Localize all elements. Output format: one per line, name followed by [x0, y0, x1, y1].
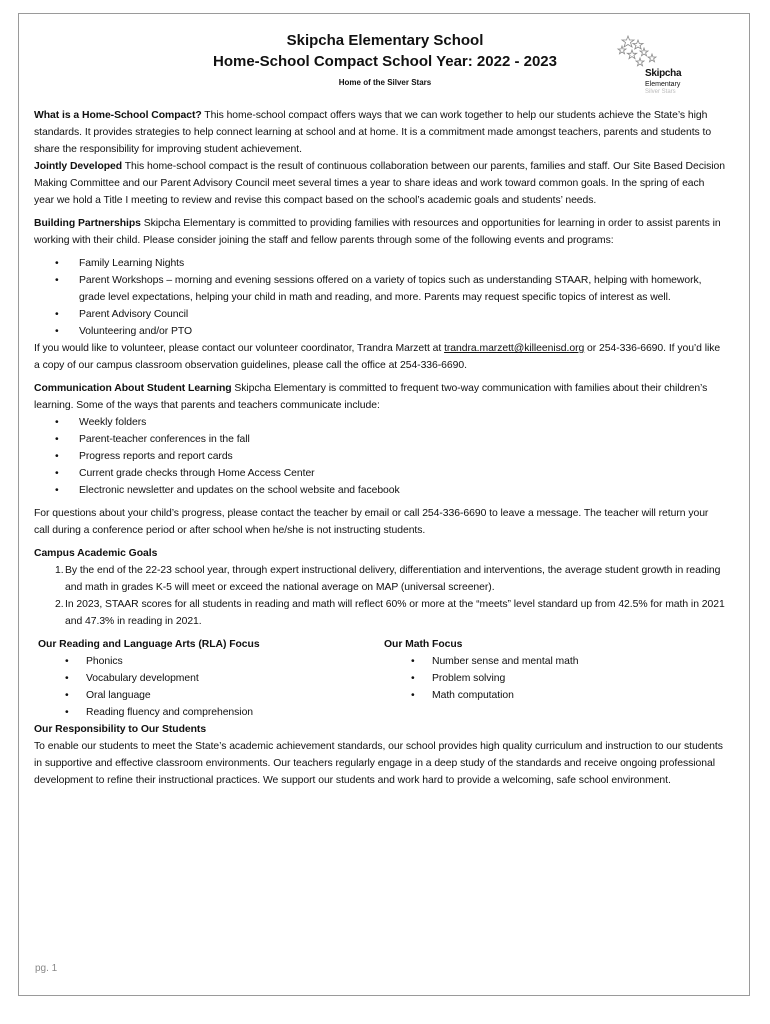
jointly-heading: Jointly Developed: [34, 161, 123, 172]
partnerships-text: Skipcha Elementary is committed to providing families with resources and opportunities for learning in order to assist parents in working with their child. Please consider joining the staff and fellow parents through some of the following events and programs:: [34, 218, 721, 246]
goal-text: By the end of the 22-23 school year, through expert instructional delivery, differentiation and interventions, the average student growth in reading and math in grades K-5 will meet or exceed the national average on MAP (universal screener).: [65, 565, 721, 593]
math-heading: Our Math Focus: [384, 639, 463, 650]
school-name: Skipcha Elementary School: [286, 32, 484, 49]
math-focus: [384, 636, 724, 721]
goal-number: 1.: [55, 565, 64, 576]
goal-text: In 2023, STAAR scores for all students in reading and math will reflect 60% or more at the “meets” level standard up from 42.5% for math in 2021 and 47.3% in reading in 2021.: [65, 599, 725, 627]
goals-heading: [34, 545, 726, 562]
list-item: • Current grade checks through Home Access Center: [34, 465, 726, 482]
rla-list: [38, 653, 384, 721]
communication-paragraph: [34, 380, 726, 414]
jointly-paragraph: [34, 158, 726, 209]
logo-tagline: Silver Stars: [645, 89, 676, 95]
partnerships-paragraph: [34, 215, 726, 249]
list-item: • Vocabulary development: [38, 670, 384, 687]
page-number: pg. 1: [35, 963, 58, 974]
responsibility-heading-text: Our Responsibility to Our Students: [34, 724, 207, 735]
volunteer-text-after: or 254-336-6690. If you’d like a copy of our campus classroom observation guidelines, please call the office at 254-336-6690.: [34, 343, 721, 371]
goal-item: [34, 596, 726, 630]
volunteer-paragraph: [34, 340, 726, 374]
goals-heading-text: Campus Academic Goals: [34, 548, 158, 559]
list-item: • Electronic newsletter and updates on the school website and facebook: [34, 482, 726, 499]
communication-heading: Communication About Student Learning: [34, 383, 232, 394]
rla-heading: Our Reading and Language Arts (RLA) Focus: [38, 639, 260, 650]
responsibility-heading: [34, 721, 726, 738]
list-item: • Parent Advisory Council: [34, 306, 726, 323]
compact-title: Home-School Compact School Year: 2022 - 2023: [212, 53, 557, 70]
list-item: • Parent Workshops – morning and evening sessions offered on a variety of topics such as understanding STAAR, helping with homework, grade level expectations, helping your child in math and reading, and more. Parents may request specific topics of interest as well.: [34, 272, 726, 306]
list-item: • Number sense and mental math: [384, 653, 724, 670]
school-motto: Home of the Silver Stars: [338, 78, 432, 87]
goals-list: [34, 562, 726, 630]
list-item: • Family Learning Nights: [34, 255, 726, 272]
jointly-text: This home-school compact is the result of continuous collaboration between our parents, families and staff. Our Site Based Decision Making Committee and our Parent Advisory Council meet several times a year to share ideas and work toward common goals. In the spring of each year we hold a Title I meeting to review and revise this compact based on the school’s academic goals and students’ needs.: [34, 161, 726, 206]
goal-number: 2.: [55, 599, 64, 610]
rla-focus: [34, 636, 384, 721]
intro-paragraph: [34, 107, 726, 158]
list-item: • Progress reports and report cards: [34, 448, 726, 465]
questions-paragraph: For questions about your child’s progress, please contact the teacher by email or call 254-336-6690 to leave a message. The teacher will return your call during a conference period or after school when he/she is not instructing students.: [34, 508, 709, 536]
list-item: • Oral language: [38, 687, 384, 704]
communication-text: Skipcha Elementary is committed to frequent two-way communication with families about their children’s learning. Some of the ways that parents and teachers communicate include:: [34, 383, 708, 411]
list-item: • Phonics: [38, 653, 384, 670]
goal-item: [34, 562, 726, 596]
partnerships-list: [34, 255, 726, 340]
compact-body: [34, 107, 726, 789]
list-item: • Volunteering and/or PTO: [34, 323, 726, 340]
responsibility-paragraph: To enable our students to meet the State’s academic achievement standards, our school provides high quality curriculum and instruction to our students in supportive and effective classroom environments. Our teachers regularly engage in a deep study of the standards and receive ongoing professional development to refine their instructional practices. We support our students and work hard to provide a welcoming, safe school environment.: [34, 741, 723, 786]
list-item: • Parent-teacher conferences in the fall: [34, 431, 726, 448]
logo-name: Skipcha: [645, 68, 682, 79]
math-list: [384, 653, 724, 704]
volunteer-text-before: If you would like to volunteer, please contact our volunteer coordinator, Trandra Marzett at: [34, 343, 445, 354]
volunteer-email-link[interactable]: trandra.marzett@killeenisd.org: [444, 343, 585, 354]
logo-subtitle: Elementary: [645, 81, 681, 88]
list-item: • Problem solving: [384, 670, 724, 687]
partnerships-heading: Building Partnerships: [34, 218, 141, 229]
list-item: • Weekly folders: [34, 414, 726, 431]
intro-heading: What is a Home-School Compact?: [34, 110, 202, 121]
intro-text: This home-school compact offers ways that we can work together to help our students achieve the State’s high standards. It provides strategies to help connect learning at school and at home. It is a commitment made amongst teachers, parents and students to share the responsibility for improving student achievement.: [34, 110, 712, 155]
communication-list: [34, 414, 726, 499]
school-logo: [614, 34, 684, 96]
list-item: • Reading fluency and comprehension: [38, 704, 384, 721]
list-item: • Math computation: [384, 687, 724, 704]
focus-columns: [34, 636, 726, 721]
